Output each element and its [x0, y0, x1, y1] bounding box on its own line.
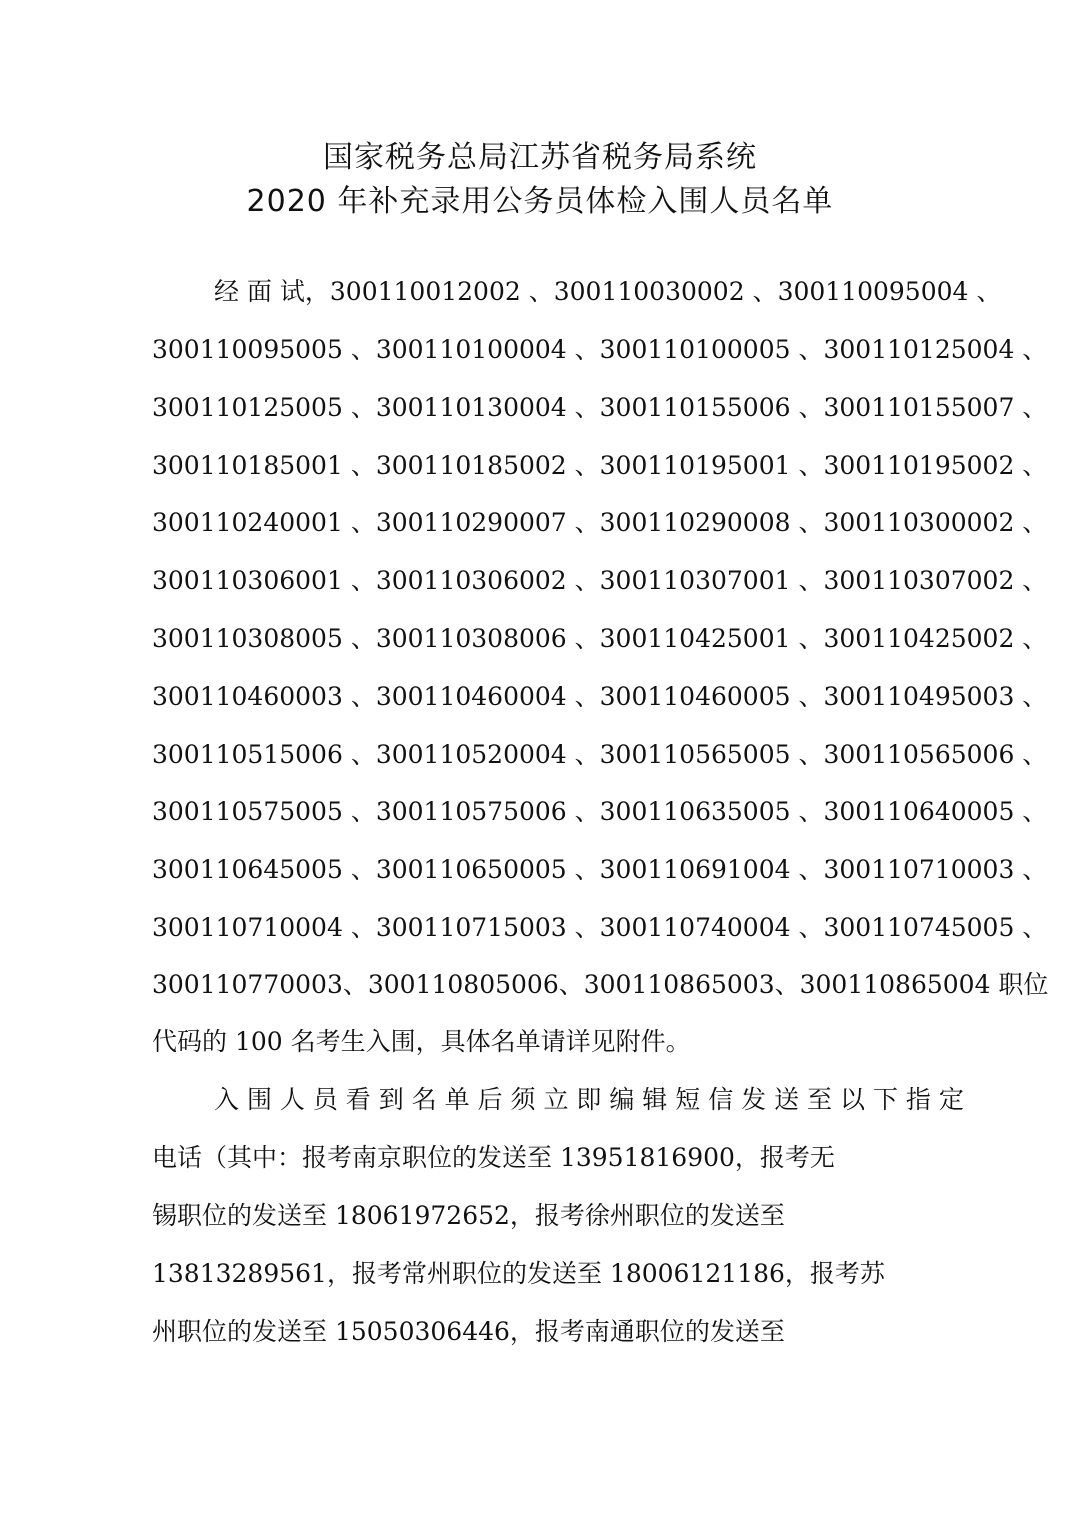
position-code: 300110460005 、 [599, 682, 824, 711]
position-code: 300110012002 、 [329, 277, 554, 306]
position-code: 300110195002 、 [823, 451, 1048, 480]
position-code-row [152, 850, 1048, 890]
position-code: 300110306001 、 [152, 566, 376, 595]
position-code: 300110575005 、 [152, 797, 376, 826]
paragraph-1-line-1 [214, 272, 1002, 312]
position-code: 300110306002 、 [375, 566, 600, 595]
position-code: 300110460004 、 [375, 682, 600, 711]
position-code: 300110125005 、 [152, 393, 376, 422]
position-code: 300110185002 、 [375, 451, 600, 480]
position-code: 300110495003 、 [823, 682, 1048, 711]
position-code-row [152, 561, 1048, 601]
position-code: 300110565005 、 [599, 740, 824, 769]
position-code: 300110740004 、 [599, 913, 824, 942]
paragraph-2-line-2: 电话（其中：报考南京职位的发送至 13951816900，报考无 [152, 1143, 835, 1172]
position-code: 300110130004 、 [375, 393, 600, 422]
position-code: 300110125004 、 [823, 335, 1048, 364]
position-code: 300110425002 、 [823, 624, 1048, 653]
position-code: 300110308006 、 [375, 624, 600, 653]
position-code: 300110095004 、 [777, 277, 1002, 306]
paragraph-2-line-3: 锡职位的发送至 18061972652，报考徐州职位的发送至 [152, 1201, 785, 1230]
position-code-row [152, 677, 1048, 717]
position-code: 300110195001 、 [599, 451, 824, 480]
position-code: 300110240001 、 [152, 508, 376, 537]
position-code-row [152, 388, 1048, 428]
position-code-row [152, 792, 1048, 832]
position-code: 300110515006 、 [152, 740, 376, 769]
position-code: 300110745005 、 [823, 913, 1048, 942]
position-code: 300110155007 、 [823, 393, 1048, 422]
position-code-row [152, 735, 1048, 775]
position-code: 300110100004 、 [375, 335, 600, 364]
position-code: 300110308005 、 [152, 624, 376, 653]
position-code: 300110640005 、 [823, 797, 1048, 826]
position-code: 300110691004 、 [599, 855, 824, 884]
position-code: 300110095005 、 [152, 335, 376, 364]
position-code: 300110565006 、 [823, 740, 1048, 769]
paragraph-1-last-code-line: 300110770003、300110805006、300110865003、300110865004 职位 [152, 970, 1049, 999]
position-code: 300110100005 、 [599, 335, 824, 364]
position-code: 300110710004 、 [152, 913, 376, 942]
position-code: 300110575006 、 [375, 797, 600, 826]
position-code: 300110425001 、 [599, 624, 824, 653]
position-code: 300110715003 、 [375, 913, 600, 942]
position-code: 300110307001 、 [599, 566, 824, 595]
position-code: 300110185001 、 [152, 451, 376, 480]
position-code: 300110635005 、 [599, 797, 824, 826]
position-code: 300110645005 、 [152, 855, 376, 884]
position-code-row [152, 619, 1048, 659]
position-code: 300110460003 、 [152, 682, 376, 711]
position-code-row [152, 446, 1048, 486]
position-code: 300110290007 、 [375, 508, 600, 537]
position-code: 300110300002 、 [823, 508, 1048, 537]
position-code: 300110155006 、 [599, 393, 824, 422]
document-title-line-2: 2020 年补充录用公务员体检入围人员名单 [246, 184, 834, 219]
paragraph-2-line-1: 入 围 人 员 看 到 名 单 后 须 立 即 编 辑 短 信 发 送 至 以 下 指 定 [214, 1085, 964, 1114]
position-code-row [152, 908, 1048, 948]
paragraph-2-line-5: 州职位的发送至 15050306446，报考南通职位的发送至 [152, 1317, 785, 1346]
position-code-row [152, 330, 1048, 370]
paragraph-1-lead: 经 面 试， [214, 277, 330, 306]
position-code: 300110650005 、 [375, 855, 600, 884]
paragraph-1-closing-line: 代码的 100 名考生入围，具体名单请详见附件。 [152, 1027, 691, 1056]
paragraph-2-line-4: 13813289561，报考常州职位的发送至 18006121186，报考苏 [152, 1259, 885, 1288]
position-code: 300110307002 、 [823, 566, 1048, 595]
position-code: 300110710003 、 [823, 855, 1048, 884]
document-title-line-1: 国家税务总局江苏省税务局系统 [323, 140, 757, 175]
position-code-row [152, 503, 1048, 543]
position-code: 300110290008 、 [599, 508, 824, 537]
position-code: 300110030002 、 [553, 277, 778, 306]
position-code: 300110520004 、 [375, 740, 600, 769]
